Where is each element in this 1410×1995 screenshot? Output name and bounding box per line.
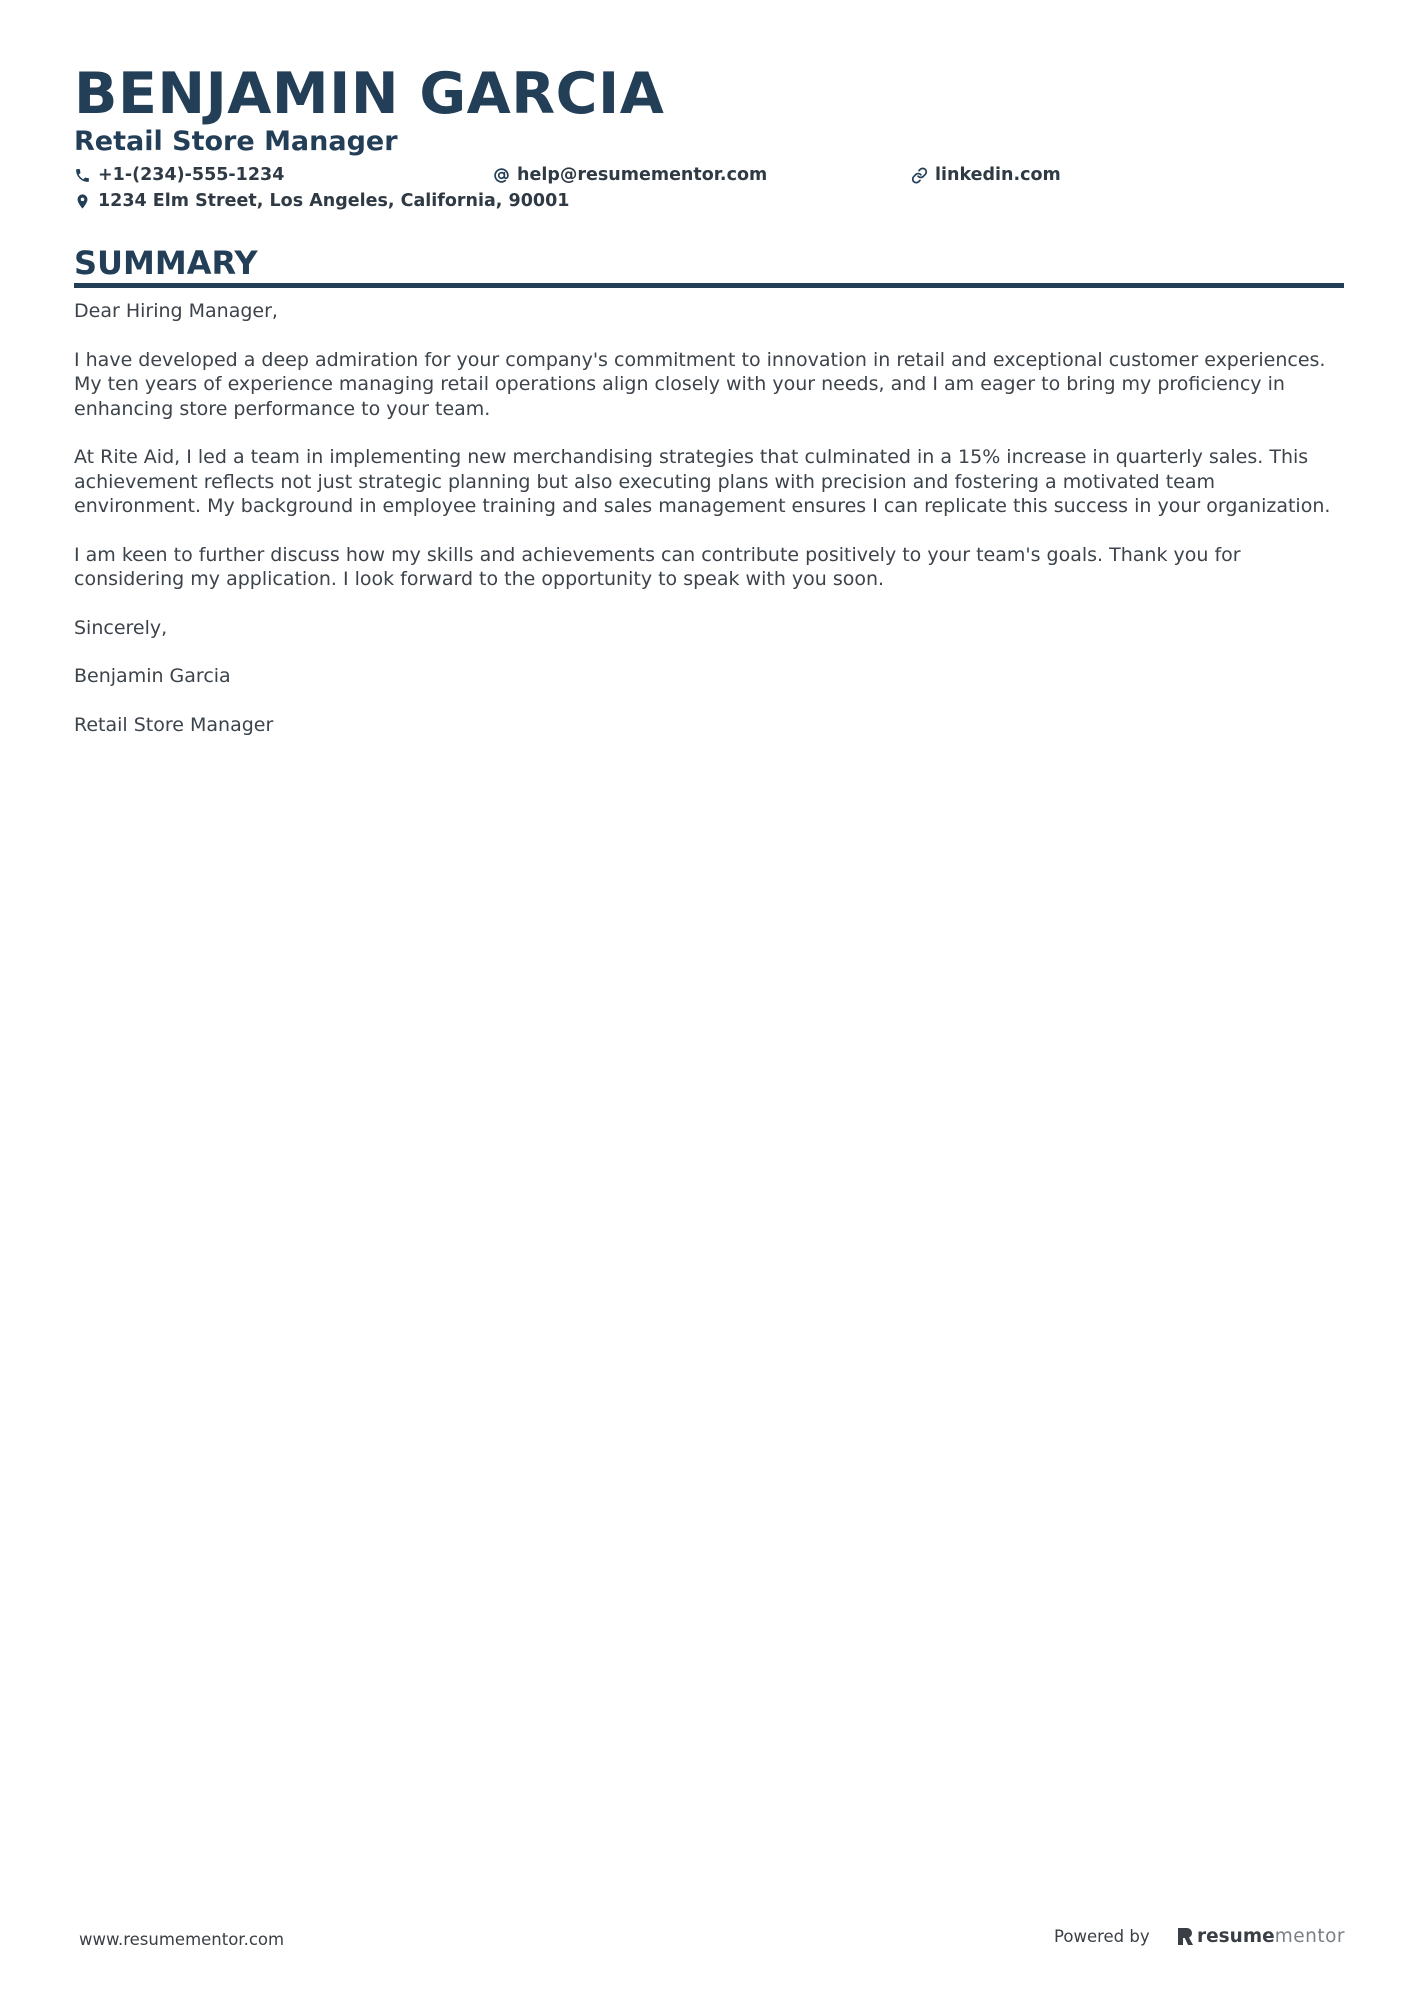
contact-row-secondary [74,189,1344,213]
brand-wordmark-light: mentor [1274,1925,1345,1947]
letter-paragraph: I have developed a deep admiration for your company's commitment to innovation in retail and exceptional customer experiences. My ten years of experience managing retail operations align closely with your needs, and I am eager to bring my proficiency in enhancing store performance to your team. [74,348,1326,420]
address-text: 1234 Elm Street, Los Angeles, California, 90001 [98,191,570,211]
candidate-name: BENJAMIN GARCIA [74,61,665,127]
letter-closing: Sincerely, [74,616,168,639]
brand-wordmark-bold: resume [1197,1925,1275,1947]
phone-text: +1-(234)-555-1234 [98,165,285,185]
resumementor-logo[interactable] [1177,1924,1345,1948]
phone-icon [74,167,91,184]
candidate-job-title: Retail Store Manager [74,126,398,157]
contact-address [74,189,569,213]
letter-paragraph: I am keen to further discuss how my skills and achievements can contribute positively to your team's goals. Thank you for considering my application. I look forward to the opportunity to speak with you soon. [74,543,1241,590]
letter-salutation: Dear Hiring Manager, [74,300,278,322]
contact-email[interactable] [493,163,767,187]
contact-phone [74,163,284,187]
at-icon [493,167,510,184]
section-divider [74,283,1344,288]
contact-linkedin[interactable] [911,163,1061,187]
letter-paragraph: At Rite Aid, I led a team in implementing new merchandising strategies that culminated in a 15% increase in quarterly sales. This achievement reflects not just strategic planning but also executing plans with precision and fostering a motivated team environment. My background in employee training and sales management ensures I can replicate this success in your organization. [74,446,1331,517]
signature-title: Retail Store Manager [74,713,274,736]
signature-name: Benjamin Garcia [74,665,231,687]
email-link[interactable]: help@resumementor.com [517,165,768,185]
link-icon [911,167,928,184]
linkedin-link[interactable]: linkedin.com [935,165,1061,185]
letter-body [74,299,1344,761]
location-pin-icon [74,193,91,210]
powered-by-label: Powered by [1054,1927,1150,1946]
summary-heading: SUMMARY [74,244,258,282]
contact-row-primary [74,163,1344,187]
footer-website-link[interactable]: www.resumementor.com [79,1930,285,1949]
resumementor-logo-icon [1177,1926,1194,1946]
